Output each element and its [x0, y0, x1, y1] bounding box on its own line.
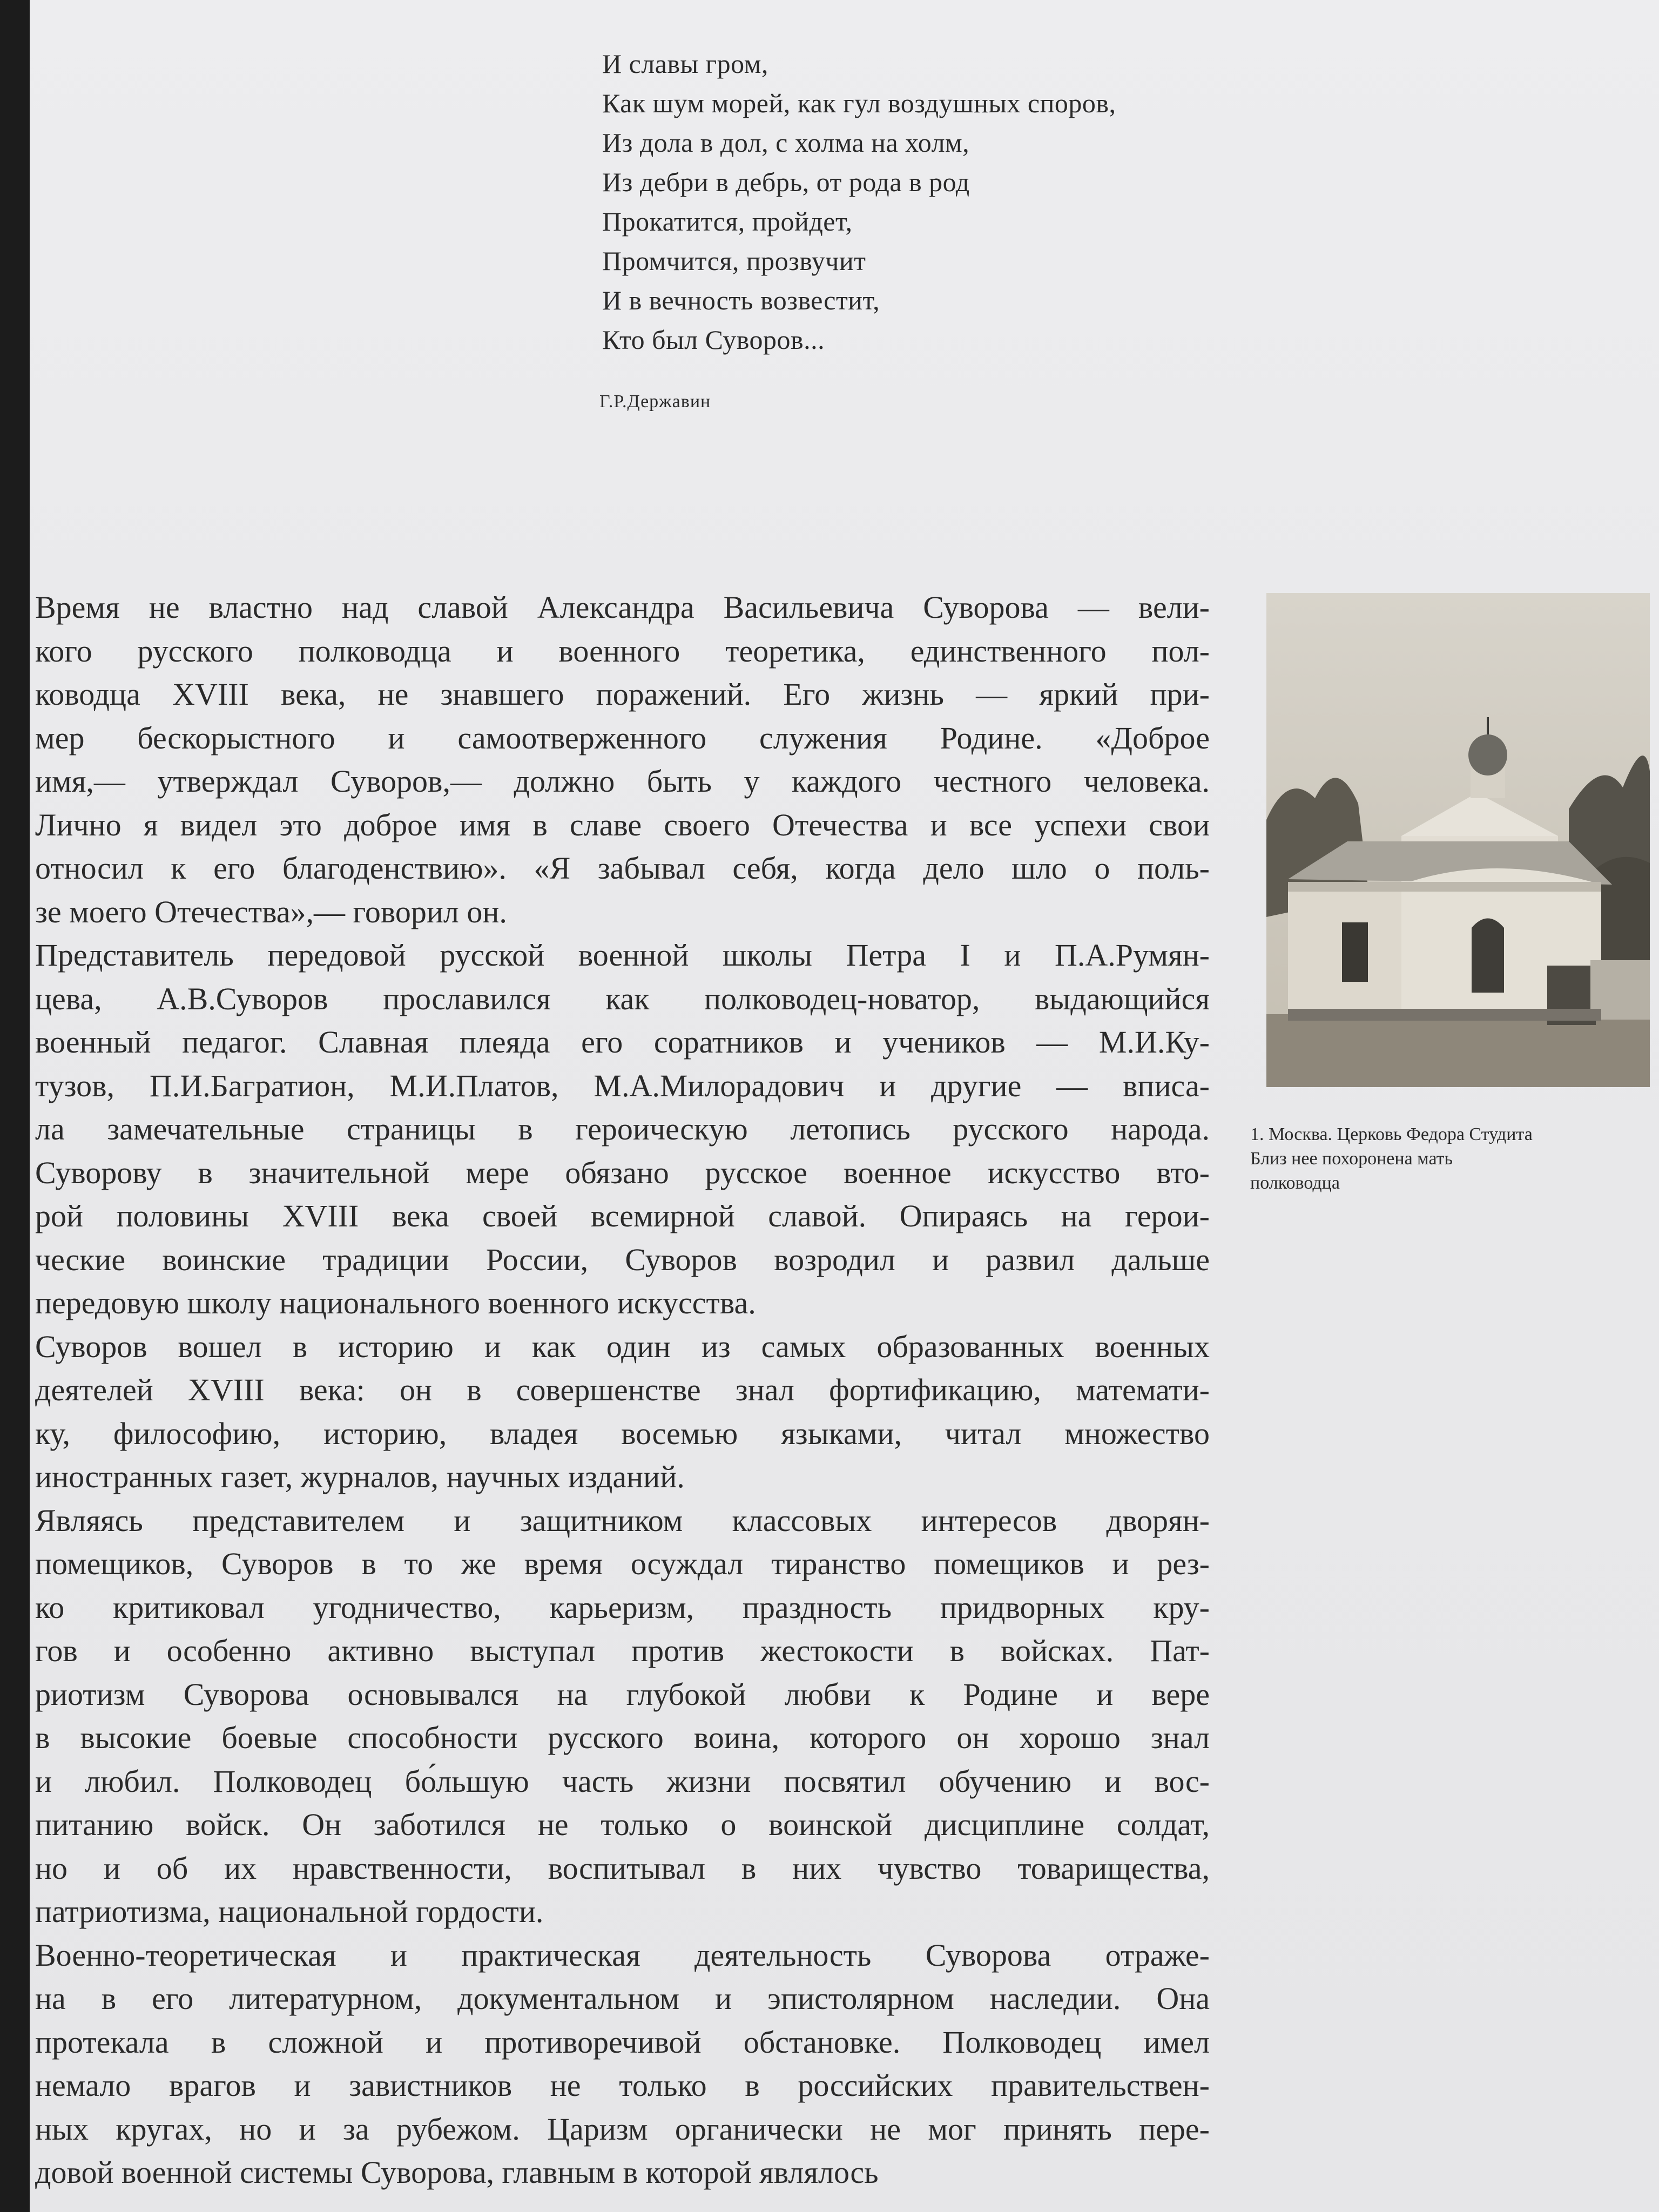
body-line: ко критиковал угодничество, карьеризм, праздность придворных кру-: [35, 1589, 1210, 1625]
body-line: рой половины XVIII века своей всемирной славой. Опираясь на герои-: [35, 1198, 1210, 1233]
book-page: [30, 0, 1659, 2212]
church-photo: [1266, 593, 1650, 1087]
body-line: относил к его благоденствию». «Я забывал себя, когда дело шло о поль-: [35, 851, 1210, 886]
body-line: Являясь представителем и защитником классовых интересов дворян-: [35, 1502, 1210, 1538]
body-line: мер бескорыстного и самоотверженного служения Родине. «Доброе: [35, 720, 1210, 756]
body-line: гов и особенно активно выступал против жестокости в войсках. Пат-: [35, 1633, 1210, 1668]
body-line: кого русского полководца и военного теоретика, единственного пол-: [35, 633, 1210, 669]
body-text: [35, 586, 1234, 2195]
church-image: [1266, 593, 1650, 1087]
body-line: ку, философию, историю, владея восемью языками, читал множество: [35, 1415, 1210, 1451]
body-line: военный педагог. Славная плеяда его соратников и учеников — М.И.Ку-: [35, 1024, 1210, 1060]
body-line: Суворову в значительной мере обязано русское военное искусство вто-: [35, 1155, 1210, 1190]
body-line: ководца XVIII века, не знавшего поражений. Его жизнь — яркий при-: [35, 677, 1210, 712]
body-line: ческие воинские традиции России, Суворов возродил и развил дальше: [35, 1242, 1210, 1277]
body-line: риотизм Суворова основывался на глубокой любви к Родине и вере: [35, 1676, 1210, 1712]
body-line: довой военной системы Суворова, главным в которой являлось: [35, 2155, 879, 2190]
poem-author: Г.Р.Державин: [599, 392, 711, 412]
poem-line: И в вечность возвестит,: [602, 285, 880, 315]
body-line: Лично я видел это доброе имя в славе своего Отечества и все успехи свои: [35, 807, 1210, 842]
body-line: и любил. Полководец бо́льшую часть жизни посвятил обучению и вос-: [35, 1763, 1210, 1799]
body-line: ных кругах, но и за рубежом. Царизм органически не мог принять пере-: [35, 2111, 1210, 2147]
body-line: тузов, П.И.Багратион, М.И.Платов, М.А.Милорадович и другие — вписа-: [35, 1068, 1210, 1103]
body-line: питанию войск. Он заботился не только о воинской дисциплине солдат,: [35, 1807, 1210, 1842]
epigraph-poem: [602, 44, 1304, 360]
caption-line: 1. Москва. Церковь Федора Студита: [1250, 1124, 1533, 1144]
body-line: цева, А.В.Суворов прославился как полководец-новатор, выдающийся: [35, 981, 1210, 1016]
caption-line: Близ нее похоронена мать: [1250, 1149, 1453, 1169]
poem-line: И славы гром,: [602, 49, 768, 79]
body-line: Представитель передовой русской военной школы Петра I и П.А.Румян-: [35, 938, 1210, 973]
body-line: имя,— утверждал Суворов,— должно быть у каждого честного человека.: [35, 764, 1210, 799]
body-line: передовую школу национального военного искусства.: [35, 1285, 756, 1320]
body-line: немало врагов и завистников не только в российских правительствен-: [35, 2068, 1210, 2103]
body-line: патриотизма, национальной гордости.: [35, 1894, 544, 1929]
poem-line: Промчится, прозвучит: [602, 246, 866, 276]
body-line: помещиков, Суворов в то же время осуждал тиранство помещиков и рез-: [35, 1546, 1210, 1581]
body-line: Суворов вошел в историю и как один из самых образованных военных: [35, 1328, 1210, 1364]
poem-line: Как шум морей, как гул воздушных споров,: [602, 88, 1116, 118]
body-line: на в его литературном, документальном и эпистолярном наследии. Она: [35, 1981, 1210, 2016]
photo-caption: [1250, 1122, 1659, 1195]
body-line: в высокие боевые способности русского воина, которого он хорошо знал: [35, 1720, 1210, 1755]
poem-line: Из дебри в дебрь, от рода в род: [602, 167, 970, 197]
body-line: протекала в сложной и противоречивой обстановке. Полководец имел: [35, 2024, 1210, 2060]
body-line: деятелей XVIII века: он в совершенстве знал фортификацию, математи-: [35, 1372, 1210, 1407]
poem-line: Из дола в дол, с холма на холм,: [602, 127, 970, 158]
caption-line: полководца: [1250, 1173, 1340, 1193]
body-line: зе моего Отечества»,— говорил он.: [35, 894, 507, 929]
body-line: но и об их нравственности, воспитывал в них чувство товарищества,: [35, 1850, 1210, 1886]
body-line: Военно-теоретическая и практическая деятельность Суворова отраже-: [35, 1937, 1210, 1973]
body-line: иностранных газет, журналов, научных изданий.: [35, 1459, 685, 1494]
body-line: Время не властно над славой Александра Васильевича Суворова — вели-: [35, 590, 1210, 625]
body-line: ла замечательные страницы в героическую летопись русского народа.: [35, 1111, 1210, 1147]
poem-line: Прокатится, пройдет,: [602, 206, 853, 237]
poem-line: Кто был Суворов...: [602, 325, 825, 355]
